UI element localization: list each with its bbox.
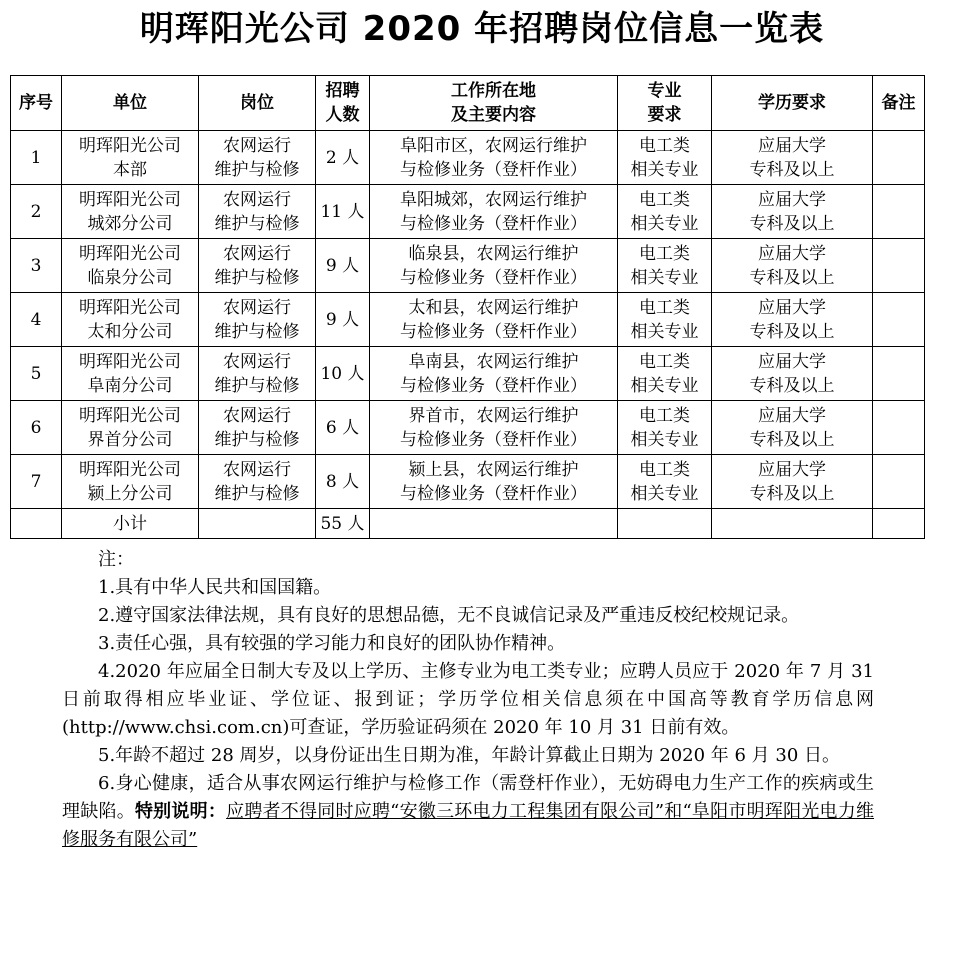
remark-cell	[873, 239, 925, 293]
post-cell	[199, 455, 316, 509]
unit-cell-line: 明珲阳光公司	[79, 297, 181, 318]
column-header-text: 单位	[113, 93, 147, 113]
education-cell-line: 应届大学	[758, 243, 826, 264]
location-cell-line: 与检修业务（登杆作业）	[400, 321, 587, 342]
unit-cell	[62, 131, 199, 185]
post-cell-line: 农网运行	[223, 405, 291, 426]
column-header-text: 招聘	[325, 81, 360, 101]
location-cell	[370, 239, 618, 293]
table-row	[11, 239, 925, 293]
unit-cell	[62, 185, 199, 239]
major-cell-line: 相关专业	[630, 429, 699, 450]
table-row	[11, 401, 925, 455]
education-cell-line: 专科及以上	[749, 321, 835, 342]
table-row	[11, 293, 925, 347]
unit-cell	[62, 239, 199, 293]
education-cell-line: 专科及以上	[749, 375, 835, 396]
empty-cell	[199, 509, 316, 539]
education-cell	[712, 455, 873, 509]
table-row	[11, 131, 925, 185]
column-header	[712, 76, 873, 131]
remark-cell	[873, 131, 925, 185]
note-item: 1.具有中华人民共和国国籍。	[98, 577, 332, 598]
unit-cell-line: 明珲阳光公司	[79, 135, 181, 156]
education-cell	[712, 185, 873, 239]
post-cell	[199, 347, 316, 401]
unit-cell-line: 明珲阳光公司	[79, 459, 181, 480]
column-header	[199, 76, 316, 131]
post-cell-line: 维护与检修	[214, 375, 300, 396]
row-number: 7	[11, 455, 62, 509]
unit-cell-line: 临泉分公司	[87, 267, 173, 288]
unit-cell-line: 界首分公司	[87, 429, 173, 450]
special-note-text: 应聘者不得同时应聘“安徽三环电力工程集团有限公司”和“阜阳市明珲阳光电力维修服务有限公司”	[62, 801, 875, 850]
column-header	[11, 76, 62, 131]
recruitment-table	[10, 75, 925, 539]
location-cell	[370, 185, 618, 239]
headcount-cell: 2 人	[316, 131, 370, 185]
major-cell	[618, 401, 712, 455]
note-item: 3.责任心强，具有较强的学习能力和良好的团队协作精神。	[98, 633, 566, 654]
education-cell	[712, 131, 873, 185]
location-cell-line: 阜南县，农网运行维护	[408, 351, 579, 372]
post-cell	[199, 239, 316, 293]
education-cell-line: 专科及以上	[749, 483, 835, 504]
note-item-6-text: 6.身心健康，适合从事农网运行维护与检修工作（需登杆作业），无妨碍电力生产工作的疾病或生理缺陷。	[62, 773, 874, 822]
headcount-cell: 8 人	[316, 455, 370, 509]
post-cell-line: 维护与检修	[214, 429, 300, 450]
major-cell-line: 电工类	[639, 243, 690, 264]
unit-cell	[62, 293, 199, 347]
unit-cell-line: 明珲阳光公司	[79, 351, 181, 372]
major-cell	[618, 347, 712, 401]
education-cell	[712, 293, 873, 347]
row-number: 4	[11, 293, 62, 347]
location-cell-line: 与检修业务（登杆作业）	[400, 483, 587, 504]
location-cell	[370, 293, 618, 347]
note-item: 4.2020 年应届全日制大专及以上学历、主修专业为电工类专业；应聘人员应于 2020 年 7 月 31 日前取得相应毕业证、学位证、报到证；学历学位相关信息须在中国高等教育学历信息网(http://www.chsi.com.cn)可查证，学历验证码须在 2020 年 10 月 31 日前有效。	[62, 661, 874, 738]
table-row	[11, 347, 925, 401]
notes-section	[62, 546, 874, 854]
unit-cell	[62, 401, 199, 455]
remark-cell	[873, 455, 925, 509]
location-cell-line: 与检修业务（登杆作业）	[400, 429, 587, 450]
education-cell-line: 应届大学	[758, 189, 826, 210]
location-cell-line: 与检修业务（登杆作业）	[400, 375, 587, 396]
education-cell-line: 应届大学	[758, 405, 826, 426]
table-header-row	[11, 76, 925, 131]
row-number: 2	[11, 185, 62, 239]
education-cell-line: 应届大学	[758, 135, 826, 156]
location-cell	[370, 455, 618, 509]
unit-cell	[62, 347, 199, 401]
major-cell-line: 电工类	[639, 135, 690, 156]
column-header	[618, 76, 712, 131]
post-cell	[199, 131, 316, 185]
column-header-text: 工作所在地	[451, 81, 536, 101]
column-header-text: 专业	[647, 81, 682, 101]
row-number: 1	[11, 131, 62, 185]
subtotal-label: 小计	[62, 509, 199, 539]
column-header	[370, 76, 618, 131]
major-cell-line: 相关专业	[630, 267, 699, 288]
education-cell	[712, 347, 873, 401]
post-cell-line: 维护与检修	[214, 321, 300, 342]
education-cell-line: 专科及以上	[749, 267, 835, 288]
unit-cell-line: 城郊分公司	[87, 213, 173, 234]
major-cell-line: 电工类	[639, 297, 690, 318]
row-number: 5	[11, 347, 62, 401]
education-cell-line: 应届大学	[758, 297, 826, 318]
post-cell-line: 农网运行	[223, 297, 291, 318]
column-header-text: 序号	[19, 93, 53, 113]
table-row	[11, 185, 925, 239]
notes-heading: 注：	[98, 549, 134, 570]
post-cell-line: 农网运行	[223, 243, 291, 264]
location-cell-line: 与检修业务（登杆作业）	[400, 267, 587, 288]
unit-cell-line: 阜南分公司	[87, 375, 173, 396]
subtotal-count: 55 人	[316, 509, 370, 539]
unit-cell-line: 本部	[113, 159, 147, 180]
location-cell-line: 阜阳市区，农网运行维护	[400, 135, 587, 156]
major-cell-line: 相关专业	[630, 483, 699, 504]
note-item: 5.年龄不超过 28 周岁，以身份证出生日期为准，年龄计算截止日期为 2020 年 6 月 30 日。	[98, 745, 841, 766]
major-cell-line: 相关专业	[630, 213, 699, 234]
headcount-cell: 9 人	[316, 293, 370, 347]
unit-cell-line: 明珲阳光公司	[79, 243, 181, 264]
education-cell-line: 专科及以上	[749, 429, 835, 450]
post-cell-line: 维护与检修	[214, 213, 300, 234]
major-cell	[618, 185, 712, 239]
location-cell-line: 与检修业务（登杆作业）	[400, 213, 587, 234]
location-cell-line: 界首市，农网运行维护	[408, 405, 579, 426]
column-header-text: 学历要求	[758, 93, 826, 113]
major-cell	[618, 239, 712, 293]
education-cell-line: 专科及以上	[749, 159, 835, 180]
post-cell-line: 维护与检修	[214, 267, 300, 288]
major-cell-line: 相关专业	[630, 159, 699, 180]
education-cell-line: 应届大学	[758, 351, 826, 372]
headcount-cell: 11 人	[316, 185, 370, 239]
column-header-text: 人数	[325, 105, 360, 125]
remark-cell	[873, 401, 925, 455]
headcount-cell: 10 人	[316, 347, 370, 401]
column-header-text: 岗位	[240, 93, 274, 113]
remark-cell	[873, 185, 925, 239]
unit-cell-line: 太和分公司	[87, 321, 173, 342]
headcount-cell: 9 人	[316, 239, 370, 293]
empty-cell	[712, 509, 873, 539]
major-cell-line: 电工类	[639, 351, 690, 372]
unit-cell	[62, 455, 199, 509]
column-header	[873, 76, 925, 131]
headcount-cell: 6 人	[316, 401, 370, 455]
row-number: 3	[11, 239, 62, 293]
education-cell-line: 专科及以上	[749, 213, 835, 234]
education-cell	[712, 239, 873, 293]
location-cell	[370, 347, 618, 401]
post-cell-line: 农网运行	[223, 135, 291, 156]
column-header	[316, 76, 370, 131]
major-cell-line: 电工类	[639, 459, 690, 480]
post-cell-line: 农网运行	[223, 351, 291, 372]
row-number: 6	[11, 401, 62, 455]
major-cell-line: 相关专业	[630, 321, 699, 342]
education-cell	[712, 401, 873, 455]
education-cell-line: 应届大学	[758, 459, 826, 480]
major-cell	[618, 455, 712, 509]
major-cell-line: 电工类	[639, 189, 690, 210]
location-cell-line: 阜阳城郊，农网运行维护	[400, 189, 587, 210]
column-header-text: 及主要内容	[451, 105, 536, 125]
location-cell-line: 与检修业务（登杆作业）	[400, 159, 587, 180]
location-cell-line: 颍上县，农网运行维护	[408, 459, 579, 480]
unit-cell-line: 颍上分公司	[87, 483, 173, 504]
location-cell	[370, 131, 618, 185]
special-note-label: 特别说明：	[134, 801, 227, 822]
page-title: 明珲阳光公司 2020 年招聘岗位信息一览表	[139, 9, 825, 49]
unit-cell-line: 明珲阳光公司	[79, 189, 181, 210]
post-cell-line: 农网运行	[223, 189, 291, 210]
location-cell-line: 太和县，农网运行维护	[408, 297, 579, 318]
note-item: 2.遵守国家法律法规，具有良好的思想品德，无不良诚信记录及严重违反校纪校规记录。	[98, 605, 800, 626]
major-cell	[618, 131, 712, 185]
location-cell-line: 临泉县，农网运行维护	[408, 243, 579, 264]
empty-cell	[618, 509, 712, 539]
post-cell	[199, 293, 316, 347]
remark-cell	[873, 347, 925, 401]
table-row	[11, 455, 925, 509]
major-cell-line: 电工类	[639, 405, 690, 426]
major-cell	[618, 293, 712, 347]
column-header-text: 备注	[881, 93, 916, 113]
remark-cell	[873, 293, 925, 347]
empty-cell	[873, 509, 925, 539]
column-header-text: 要求	[647, 105, 682, 125]
post-cell	[199, 185, 316, 239]
note-item-6	[62, 770, 874, 854]
major-cell-line: 相关专业	[630, 375, 699, 396]
column-header	[62, 76, 199, 131]
post-cell-line: 农网运行	[223, 459, 291, 480]
subtotal-row	[11, 509, 925, 539]
empty-cell	[370, 509, 618, 539]
post-cell-line: 维护与检修	[214, 159, 300, 180]
unit-cell-line: 明珲阳光公司	[79, 405, 181, 426]
post-cell-line: 维护与检修	[214, 483, 300, 504]
location-cell	[370, 401, 618, 455]
empty-cell	[11, 509, 62, 539]
post-cell	[199, 401, 316, 455]
